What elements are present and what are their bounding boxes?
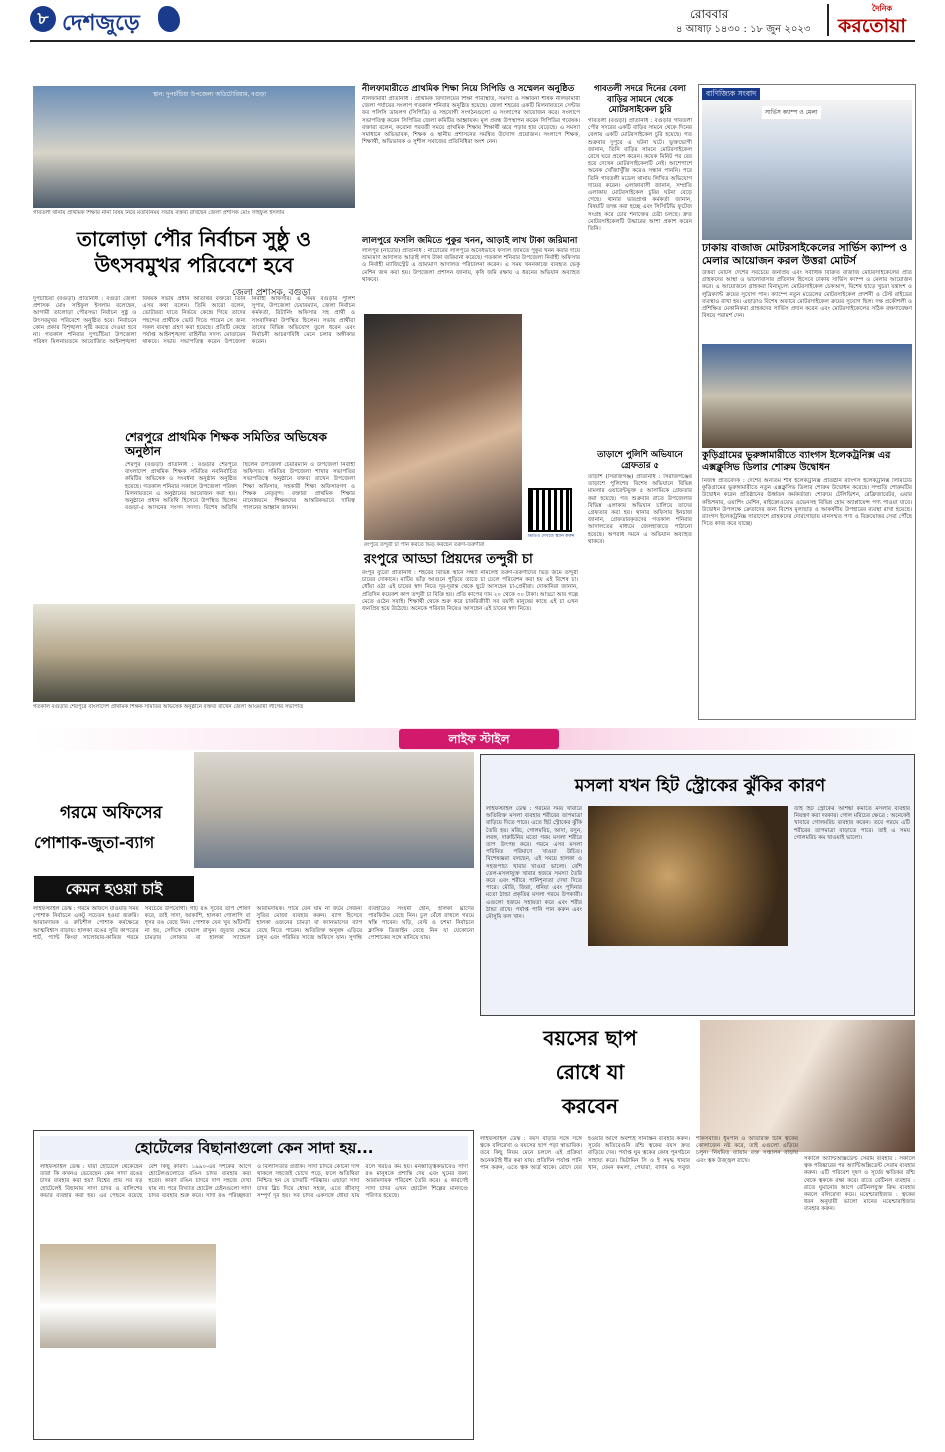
hotel-headline: হোটেলের বিছানাগুলো কেন সাদা হয়...	[40, 1136, 468, 1160]
page-number: ৮	[37, 9, 49, 29]
rangpur-photo	[364, 314, 522, 540]
office-headline-1: গরমে অফিসের	[60, 803, 163, 823]
section-title: দেশজুড়ে	[62, 11, 140, 36]
lalpur-headline: লালপুরে ফসলি জমিতে পুকুর খনন, আড়াই লাখ টাকা জরিমানা	[362, 236, 578, 246]
rangpur-headline: রংপুরে আড্ডা প্রিয়দের তন্দুরী চা	[364, 552, 533, 567]
age-headline-1: বয়সের ছাপ	[543, 1026, 637, 1050]
lead-photo-banner: স্থান: দুপচাঁচিয়া উপজেলা অডিটোরিয়াম, বগুড়া	[153, 91, 267, 98]
masthead-divider	[827, 4, 829, 36]
bangladesh-map-icon	[158, 6, 180, 32]
trade-photo	[702, 100, 912, 240]
spice-body: লাইফস্টাইল ডেস্ক : গরমের সময় খাবারে অতিরিক্ত মসলা ব্যবহার শরীরের তাপমাত্রা বাড়িয়ে দিতে পারে। এতে হিট স্ট্রোকের ঝুঁকি তৈরি হয়। মরিচ, গোলমরিচ, আদা, রসুন, লবঙ্গ, দারুচিনির মতো গরম মসলা শরীরে তাপ উৎপন্ন করে। গরমে এসব মসলা পরিমিত পরিমাণে খাওয়া উচিত। বিশেষজ্ঞরা বলছেন, এই সময়ে হালকা ও সহজপাচ্য খাবার খাওয়া ভালো। বেশি তেল-মসলাযুক্ত খাবার হজমে সমস্যা তৈরি করে এবং শরীরে পানিশূন্যতা দেখা দিতে পারে। মৌরি, জিরা, ধনিয়া এবং পুদিনার মতো ঠান্ডা প্রকৃতির মসলা গরমে উপকারী। এগুলো হজমে সহায়তা করে এবং শরীর ঠান্ডা রাখে। পর্যাপ্ত পানি পান করুন এবং মৌসুমি ফল খান।	[486, 806, 582, 921]
gabtoli-body: গাবতলী (বগুড়া) প্রতিনিধি : বগুড়ার গাবতলী পৌর সদরের একটি বাড়ির সামনে থেকে দিনের বেলায় একটি মোটরসাইকেল চুরি হয়েছে। গত শুক্রবার দুপুরে এ ঘটনা ঘটে। ভুক্তভোগী জানান, তিনি বাড়ির সামনে মোটরসাইকেল রেখে ঘরে প্রবেশ করেন। কয়েক মিনিট পর বের হয়ে দেখেন মোটরসাইকেলটি নেই। আশেপাশে অনেক খোঁজাখুঁজি করেও সন্ধান পাননি। পরে তিনি গাবতলী মডেল থানায় লিখিত অভিযোগ দায়ের করেন। এলাকাবাসী জানান, সম্প্রতি এলাকায় মোটরসাইকেল চুরির ঘটনা বেড়ে গেছে। থানার ভারপ্রাপ্ত কর্মকর্তা জানান, বিষয়টি তদন্ত করা হচ্ছে এবং সিসিটিভি ফুটেজ সংগ্রহ করে চোর শনাক্তের চেষ্টা চলছে। দ্রুত মোটরসাইকেলটি উদ্ধারের আশা প্রকাশ করেন তিনি।	[588, 118, 692, 233]
lifestyle-banner-title: লাইফ স্টাইল	[399, 729, 559, 749]
gabtoli-headline: গাবতলী সদরে দিনের বেলা বাড়ির সামনে থেকে মোটরসাইকেল চুরি	[594, 84, 686, 115]
rangpur-qr-code	[528, 488, 572, 532]
lead-photo-caption: গাবতলী থানায় প্রাথমিক শিক্ষার নানা বিষয় নিয়ে মতবিনিময় সভায় বক্তব্য রাখছেন জেলা প্রশাসক মোঃ সাইফুল ইসলাম	[33, 210, 285, 216]
paper-name: করতোয়া	[838, 15, 906, 37]
page-number-badge	[30, 6, 56, 32]
rangpur-body: রংপুর ব্যুরো প্রতিনিধি : শহরের বিভিন্ন স্থানে সন্ধ্যা নামলেই তরুণ-তরুণীদের ভিড় জমে তন্দুরী চায়ের দোকানে। মাটির ভাঁড় আগুনে পুড়িয়ে তাতে চা ঢেলে পরিবেশন করা হয় এই বিশেষ চা। ধোঁয়া ওঠা এই চায়ের স্বাদ নিতে দূর-দূরান্ত থেকে ছুটে আসছেন চা-প্রেমীরা। দোকানিরা জানান, প্রতিদিন কয়েকশ কাপ তন্দুরী চা বিক্রি হয়। প্রতি কাপের দাম ২০ থেকে ৩০ টাকা। আড্ডা আর গল্পে মেতে ওঠেন সবাই। শিক্ষার্থী থেকে শুরু করে চাকরিজীবী সব বয়সী মানুষের কাছে এই চা এখন জনপ্রিয় হয়ে উঠেছে। অনেকে পরিবার নিয়েও আসছেন এই চায়ের স্বাদ নিতে।	[362, 570, 578, 613]
trade-headline: ঢাকায় বাজাজ মোটরসাইকেলের সার্ভিস ক্যাম্প ও মেলার আয়োজন করল উত্তরা মোটর্স	[702, 242, 908, 267]
spice-headline: মসলা যখন হিট স্ট্রোকের ঝুঁকির কারণ	[574, 776, 826, 796]
rangpur-photo-caption: রংপুরে তন্দুরী চা পান করতে ভিড় করছেন তরুণ-তরুণীরা	[364, 542, 485, 548]
masthead-day: রোববার	[690, 7, 729, 21]
trade-label: বাণিজ্যিক সংবাদ	[702, 88, 760, 102]
office-headline-3: কেমন হওয়া চাই	[34, 876, 194, 902]
office-headline-2: পোশাক-জুতা-ব্যাগ	[34, 833, 155, 852]
lead-body: দুপচাঁচিয়া (বগুড়া) প্রতিনিধি : বগুড়া জেলা প্রশাসক মোঃ সাইফুল ইসলাম বলেছেন, আগামী তালোড়া পৌরসভা নির্বাচন সুষ্ঠু ও উৎসবমুখর পরিবেশে অনুষ্ঠিত হবে। নির্বাচনে কোন প্রকার বিশৃঙ্খলা সৃষ্টি করতে দেওয়া হবে না। গতকাল শনিবার দুপচাঁচিয়া উপজেলা পরিষদ মিলনায়তনে আয়োজিত আইনশৃঙ্খলা বিষয়ক সভায় প্রধান অতিথির বক্তব্যে তিনি এসব কথা বলেন। তিনি আরো বলেন, ভোটাররা যাতে নির্ভয়ে কেন্দ্রে গিয়ে তাদের পছন্দের প্রার্থীকে ভোট দিতে পারেন সে জন্য সকল ব্যবস্থা গ্রহণ করা হয়েছে। প্রতিটি কেন্দ্রে পর্যাপ্ত আইনশৃঙ্খলা বাহিনীর সদস্য মোতায়েন থাকবে। সভায় সভাপতিত্ব করেন উপজেলা নির্বাহী অফিসার। এ সময় বগুড়ার পুলিশ সুপার, উপজেলা চেয়ারম্যান, জেলা নির্বাচন কর্মকর্তা, রিটার্নিং অফিসার সহ প্রার্থী ও সাংবাদিকরা উপস্থিত ছিলেন। সভায় প্রার্থীরা তাদের বিভিন্ন অভিযোগ তুলে ধরেন এবং নির্বাচনী আচরণবিধি মেনে চলার অঙ্গীকার করেন।	[33, 296, 355, 346]
sherpur-photo	[33, 604, 355, 702]
kurigram-body: নিজস্ব প্রতিবেদক : দেশের অন্যতম শীর্ষ ইলেকট্রনিক্স প্রতিষ্ঠান র‍্যাংগস ইলেকট্রনিক্স লিমিটেড কুড়িগ্রামের ভুরুঙ্গামারীতে নতুন এক্সক্লুসিভ ডিলার শোরুম উদ্বোধন করেছে। সম্প্রতি শোরুমটির উদ্বোধন করেন প্রতিষ্ঠানের ঊর্ধ্বতন কর্মকর্তারা। শোরুমে টেলিভিশন, রেফ্রিজারেটর, এয়ার কন্ডিশনার, ওয়াশিং মেশিন, মাইক্রোওয়েভ ওভেনসহ বিভিন্ন হোম অ্যাপ্লায়েন্স পণ্য পাওয়া যাবে। উদ্বোধন উপলক্ষে ক্রেতাদের জন্য বিশেষ মূল্যছাড় ও আকর্ষণীয় উপহারের ব্যবস্থা রাখা হয়েছে। র‍্যাংগস ইলেকট্রনিক্স সারাদেশে গ্রাহকদের দোরগোড়ায় মানসম্মত পণ্য ও বিক্রয়োত্তর সেবা পৌঁছে দিতে কাজ করে যাচ্ছে।	[702, 478, 912, 528]
lifestyle-banner	[33, 728, 915, 750]
sherpur-headline: শেরপুরে প্রাথমিক শিক্ষক সমিতির অভিষেক অনুষ্ঠান	[125, 430, 327, 458]
kurigram-photo	[702, 344, 912, 448]
hotel-body: লাইফস্টাইল ডেস্ক : যারা হোটেলে থেকেছেন তারা কি কখনও ভেবেছেন কেন সাদা রঙের চাদর ব্যবহার করা হয়? বিশ্বের প্রায় সব বড় হোটেলেই বিছানায় সাদা চাদর ও বালিশের কভার ব্যবহার করা হয়। এর পেছনে রয়েছে বেশ কিছু কারণ। ১৯৯০-এর দশকের আগে হোটেলগুলোতে রঙিন চাদর ব্যবহার করা হতো। কারণ রঙিন চাদরে দাগ সহজে দেখা যায় না। পরে বিখ্যাত হোটেল চেইনগুলো সাদা চাদর ব্যবহার শুরু করে। সাদা রঙ পরিচ্ছন্নতা ও বিলাসিতার প্রতীক। সাদা চাদরে কোনো দাগ থাকলে সহজেই চোখে পড়ে, ফলে অতিথিরা নিশ্চিত হন যে চাদরটি পরিষ্কার। এছাড়া সাদা চাদর ব্লিচ দিয়ে ধোয়া সহজ, এতে জীবাণু সম্পূর্ণ দূর হয়। সব চাদর একসঙ্গে ধোয়া যায় বলে খরচও কম হয়। মনস্তাত্ত্বিকভাবেও সাদা রঙ মানুষকে প্রশান্তি দেয় এবং ঘুমের জন্য আরামদায়ক পরিবেশ তৈরি করে। এ কারণেই সাদা চাদর এখন হোটেল শিল্পের মানদণ্ডে পরিণত হয়েছে।	[40, 1164, 468, 1199]
tarash-body: তাড়াশ (সিরাজগঞ্জ) প্রতিনিধি : সিরাজগঞ্জের তাড়াশে পুলিশের বিশেষ অভিযানে বিভিন্ন মামলার ওয়ারেন্টভুক্ত ৫ আসামিকে গ্রেফতার করা হয়েছে। গত শুক্রবার রাতে উপজেলার বিভিন্ন এলাকায় অভিযান চালিয়ে তাদের গ্রেফতার করা হয়। থানার অফিসার ইনচার্জ জানান, গ্রেফতারকৃতদের গতকাল শনিবার আদালতের মাধ্যমে জেলহাজতে পাঠানো হয়েছে। অপরাধ দমনে এ অভিযান অব্যাহত থাকবে।	[588, 474, 692, 545]
lead-photo	[33, 86, 355, 208]
nilphamari-body: নীলফামারী প্রতিনিধি : প্রাথমিক বিদ্যালয়ের শিক্ষা পরিস্থিতি, সমস্যা ও সম্ভাবনা শীর্ষক নীলফামারী জেলা পর্যায়ের সংলাপ গতকাল শনিবার অনুষ্ঠিত হয়েছে। জেলা শহরের একটি মিলনায়তনে সেন্টার ফর পলিসি ডায়লগ (সিপিডি) ও সহযোগী সংগঠনগুলো এ সংলাপের আয়োজন করে। সংলাপে সভাপতিত্ব করেন সিপিডির জেলা কমিটির আহ্বায়ক। মূল প্রবন্ধ উপস্থাপন করেন সিপিডির গবেষক। বক্তারা বলেন, করোনা পরবর্তী সময়ে প্রাথমিক শিক্ষায় শিক্ষার্থী ঝরে পড়ার হার বেড়েছে। এ সমস্যা সমাধানে অভিভাবক, শিক্ষক ও স্থানীয় প্রশাসনের সমন্বিত উদ্যোগ প্রয়োজন। সংলাপে শিক্ষক, শিক্ষার্থী, অভিভাবক ও সুশীল সমাজের প্রতিনিধিরা অংশ নেন।	[362, 96, 580, 146]
age-body: লাইফস্টাইল ডেস্ক : বয়স বাড়ার সঙ্গে সঙ্গে ত্বকে বলিরেখা ও বয়সের ছাপ পড়া স্বাভাবিক। তবে কিছু নিয়ম মেনে চললে এই প্রক্রিয়া অনেকটাই ধীর করা যায়। প্রতিদিন পর্যাপ্ত পানি পান করুন, এতে ত্বক আর্দ্র থাকে। রোদে বের হওয়ার আগে অবশ্যই সানস্ক্রিন ব্যবহার করুন। সূর্যের অতিবেগুনি রশ্মি ত্বকের বয়স দ্রুত বাড়িয়ে দেয়। পর্যাপ্ত ঘুম ত্বকের কোষ পুনর্গঠনে সাহায্য করে। ভিটামিন সি ও ই সমৃদ্ধ খাবার খান, যেমন কমলা, পেয়ারা, বাদাম ও সবুজ শাকসবজি। ধূমপান ও অতিরিক্ত চিনি ত্বকের কোলাজেন নষ্ট করে, তাই এগুলো এড়িয়ে চলুন। নিয়মিত ব্যায়াম রক্ত সঞ্চালন বাড়ায় এবং ত্বক উজ্জ্বল রাখে।	[480, 1136, 798, 1171]
office-body: লাইফস্টাইল ডেস্ক : গরমে অফিসে যাওয়ার সময় পোশাক নির্বাচনে একটু সচেতন হওয়া জরুরি। আরামদায়ক ও রুচিশীল পোশাক কর্মক্ষেত্রে আত্মবিশ্বাস বাড়ায়। হালকা রঙের সুতি কাপড়ের শার্ট, প্যান্ট কিংবা সালোয়ার-কামিজ গরমে সবচেয়ে উপযোগী। গাঢ় রঙ সূর্যের তাপ শোষণ করে, তাই সাদা, আকাশি, হালকা গোলাপি বা ধূসর রঙ বেছে নিন। পোশাক যেন খুব আঁটসাঁট না হয়, সেদিকে খেয়াল রাখুন। জুতার ক্ষেত্রে চামড়ার লোফার বা হালকা স্যান্ডেল আরামদায়ক। পায়ে যেন ঘাম না জমে সেজন্য সুতির মোজা ব্যবহার করুন। ব্যাগ হিসেবে হালকা ওজনের চামড়া বা ক্যানভাসের ব্যাগ বেছে নিতে পারেন। অতিরিক্ত অনুষঙ্গ এড়িয়ে চলুন এবং পরিমিত সাজে অফিসে যান। সুগন্ধি ব্যবহারেও সংযমী হোন, হালকা ঘ্রাণের পারফিউম বেছে নিন। চুল বেঁধে রাখলে গরমে স্বস্তি পাবেন। ঘড়ি, বেল্ট ও চশমা নির্বাচনে ক্লাসিক ডিজাইন বেছে নিন যা যেকোনো পোশাকের সঙ্গে মানিয়ে যায়।	[33, 906, 474, 941]
age-side: সকালে অ্যান্টিঅক্সিডেন্ট সেরাম ব্যবহার : সকালে ত্বক পরিষ্কারের পর অ্যান্টিঅক্সিডেন্ট সেরাম ব্যবহার করুন। এটি পরিবেশ দূষণ ও সূর্যের ক্ষতিকর রশ্মি থেকে ত্বককে রক্ষা করে। রাতে রেটিনল ব্যবহার : রাতে ঘুমানোর আগে রেটিনলযুক্ত ক্রিম ব্যবহার করলে বলিরেখা কমে। ময়েশ্চারাইজার : ত্বকের ধরন অনুযায়ী ভালো মানের ময়েশ্চারাইজার ব্যবহার করুন।	[804, 1156, 915, 1213]
kurigram-headline: কুড়িগ্রামের ভুরুঙ্গামারীতে ব্যাংগস ইলেকট্রনিক্স এর এক্সক্লুসিভ ডিলার শোরুম উদ্বোধন	[702, 450, 891, 473]
spice-side: তাই হিট স্ট্রোকের আশঙ্কা কমাতে মসলার ব্যবহার নিয়ন্ত্রণ করা দরকার। গোল মরিচের ক্ষেত্রে : অনেকেই খাবারে গোলমরিচ ব্যবহার করেন। তবে গরমে এটি শরীরের তাপমাত্রা বাড়াতে পারে। তাই এ সময় গোলমরিচ কম খাওয়াই ভালো।	[794, 806, 910, 841]
age-photo	[700, 1020, 915, 1152]
rangpur-qr-label: ভিডিও দেখতে স্ক্যান করুন	[527, 534, 575, 539]
paper-name-small: দৈনিক	[872, 4, 893, 13]
sherpur-photo-caption: গতকাল বগুড়ার শেরপুরে বাংলাদেশ প্রাথমিক শিক্ষক সমিতির অভিষেক অনুষ্ঠানে বক্তব্য রাখেন জেলা আওয়ামী লীগের সভাপতি	[33, 704, 304, 710]
masthead-date: ৪ আষাঢ় ১৪৩০ : ১৮ জুন ২০২৩	[676, 24, 811, 35]
trade-body: উত্তরা মোটর্স দেশের সবচেয়ে জনপ্রিয় এবং সর্বাধিক বিক্রিত বাজাজ মোটরসাইকেলের প্রতি গ্রাহকদের আস্থা ও ভালোবাসার প্রতিদান হিসেবে ঢাকায় সার্ভিস ক্যাম্প ও মেলার আয়োজন করে। এ আয়োজনে গ্রাহকরা বিনামূল্যে মোটরসাইকেল চেকআপ, বিশেষ ছাড়ে খুচরা যন্ত্রাংশ ও লুব্রিক্যান্ট ক্রয়ের সুযোগ পান। ক্যাম্পে নতুন মডেলের মোটরসাইকেল প্রদর্শনী ও টেস্ট রাইডের ব্যবস্থাও রাখা হয়। এছাড়াও বিশেষ অফারে মোটরসাইকেল ক্রয়ের সুযোগ ছিল। দক্ষ প্রকৌশলী ও প্রশিক্ষিত মেকানিকরা গ্রাহকদের সার্ভিস প্রদান করেন এবং মোটরসাইকেলের সঠিক রক্ষণাবেক্ষণ বিষয়ে পরামর্শ দেন।	[702, 270, 912, 320]
office-wear-photo	[194, 752, 474, 868]
age-headline-3: করবেন	[561, 1094, 619, 1118]
lalpur-body: লালপুর (নাটোর) প্রতিনিধি : নাটোরের লালপুরে অবৈধভাবে ফসলি জমিতে পুকুর খনন করার দায়ে ভ্রাম্যমাণ আদালত আড়াই লাখ টাকা জরিমানা করেছে। গতকাল শনিবার উপজেলা নির্বাহী অফিসার ও নির্বাহী ম্যাজিস্ট্রেট এ ভ্রাম্যমাণ আদালত পরিচালনা করেন। এ সময় খননকাজে ব্যবহৃত ভেকু মেশিন জব্দ করা হয়। উপজেলা প্রশাসন জানায়, কৃষি জমি রক্ষায় এ ধরনের অভিযান অব্যাহত থাকবে।	[362, 248, 580, 283]
nilphamari-headline: নীলফামারীতে প্রাথমিক শিক্ষা নিয়ে সিপিডি ও সম্মেলন অনুষ্ঠিত	[362, 84, 575, 94]
sherpur-body: শেরপুর (বগুড়া) প্রতিনিধি : বগুড়ার শেরপুরে বাংলাদেশ প্রাথমিক শিক্ষক সমিতির নবনির্বাচিত কমিটির অভিষেক ও সংবর্ধনা অনুষ্ঠান অনুষ্ঠিত হয়েছে। গতকাল শনিবার সকালে উপজেলা পরিষদ মিলনায়তনে এ অনুষ্ঠানের আয়োজন করা হয়। অনুষ্ঠানে প্রধান অতিথি হিসেবে উপস্থিত ছিলেন বগুড়া-৫ আসনের সংসদ সদস্য। বিশেষ অতিথি ছিলেন উপজেলা চেয়ারম্যান ও উপজেলা নির্বাহী অফিসার। সমিতির উপজেলা শাখার সভাপতির সভাপতিত্বে অনুষ্ঠানে বক্তব্য রাখেন উপজেলা শিক্ষা অফিসার, সহকারী শিক্ষা অফিসারগণ ও শিক্ষক নেতৃবৃন্দ। বক্তারা প্রাথমিক শিক্ষার মানোন্নয়নে শিক্ষকদের আন্তরিকভাবে দায়িত্ব পালনের আহ্বান জানান।	[125, 462, 355, 512]
masthead	[0, 0, 945, 40]
trade-photo-banner: সার্ভিস ক্যাম্প ও মেলা	[762, 106, 821, 119]
age-headline-2: রোধে যা	[555, 1060, 625, 1084]
lead-byline: জেলা প্রশাসক, বগুড়া	[232, 288, 311, 298]
lead-headline: তালোড়া পৌর নির্বাচন সুষ্ঠু ও উৎসবমুখর পরিবেশে হবে	[76, 227, 312, 277]
tarash-headline: তাড়াশে পুলিশি অভিযানে গ্রেফতার ৫	[597, 450, 683, 471]
spice-photo	[588, 806, 788, 946]
masthead-rule	[30, 40, 915, 42]
